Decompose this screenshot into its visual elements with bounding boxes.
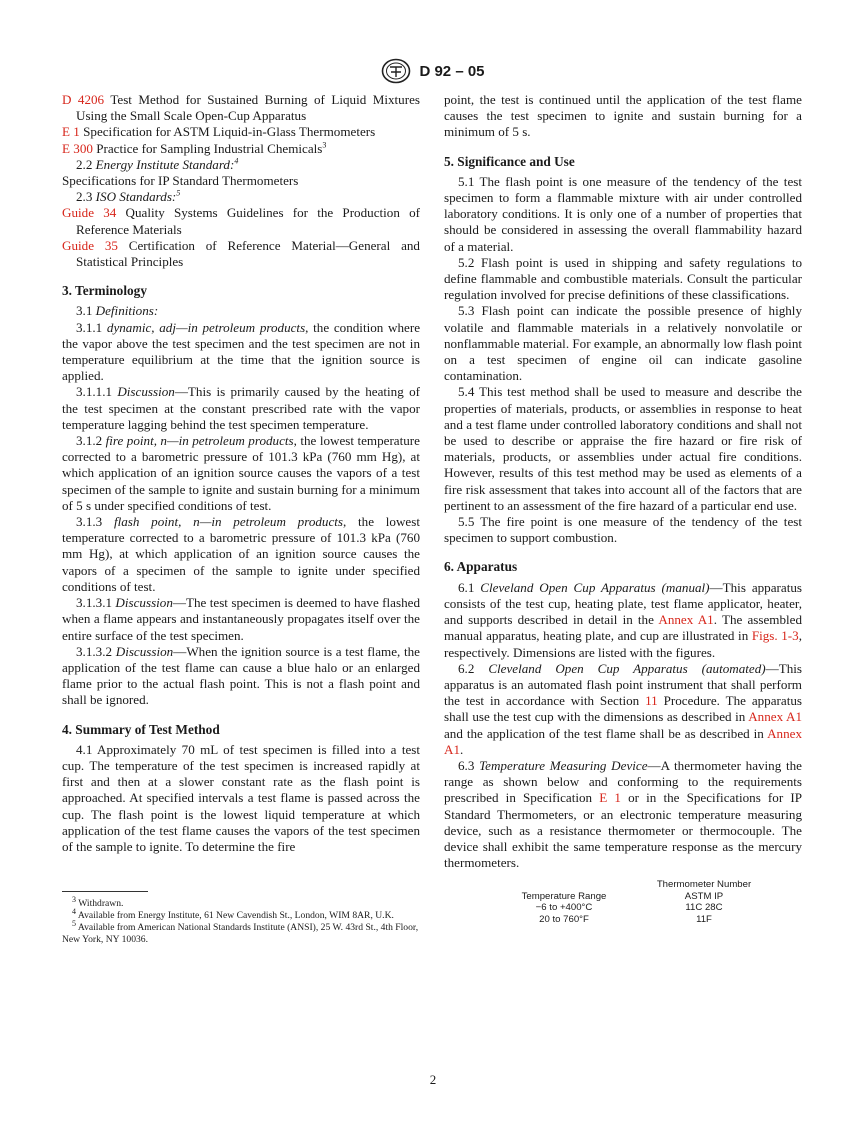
- table-cell-range: −6 to +400°C: [535, 902, 593, 914]
- para-text: —This apparatus is an automated flash point instrument that shall perform the test in accordance with Section: [444, 660, 802, 709]
- reference-title: Quality Systems Guidelines for the Production of Reference Materials: [76, 205, 420, 237]
- section-5-heading: 5. Significance and Use: [444, 153, 575, 169]
- para-text: , respectively. Dimensions are listed with the figures.: [444, 628, 802, 660]
- footnote-marker: 4: [234, 156, 239, 166]
- footnote-text: Available from Energy Institute, 61 New Cavendish St., London, WIM 8AR, U.K.: [77, 910, 394, 922]
- section-number: 3.1.3.2: [76, 643, 113, 659]
- para-3-1-3: [62, 514, 420, 595]
- section-number: 3.1.3.1: [76, 595, 113, 611]
- para-text: or in the Specifications for IP Standard Thermometers, or an electronic temperature measuring device, such as a resistance thermometer or thermocouple. The device shall exhibit the same temperature response as the mercury thermometers.: [444, 790, 802, 871]
- footnote-divider: [62, 891, 148, 892]
- para-text: . The assembled manual apparatus, heating plate, and cup are illustrated in: [444, 612, 803, 644]
- defined-term: fire point: [105, 433, 154, 449]
- section-2-3: [62, 189, 420, 205]
- section-title: ISO Standards:: [95, 189, 177, 205]
- reference-guide-34: [62, 205, 420, 237]
- section-number: 3.1.2: [76, 433, 103, 449]
- section-number: 3.1.1.1: [76, 384, 113, 400]
- section-title: Cleveland Open Cup Apparatus (automated): [488, 660, 766, 676]
- footnote-marker: 4: [72, 906, 76, 916]
- discussion-text: —This is primarily caused by the heating of the test specimen at the constant prescribed rate with the vapor temperature lagging behind the test specimen temperature.: [62, 384, 420, 432]
- para-5-4: 5.4 This test method shall be used to measure and describe the properties of materials, products, or assemblies in response to heat and a test flame under controlled laboratory conditions and shall not be used to describe or appraise the fire hazard or fire risk of materials, products, or assemblies under actual fire conditions. However, results of this test method may be used as elements of a fire risk assessment that takes into account all of the factors that are pertinent to an assessment of the fire hazard of a particular end use.: [444, 384, 802, 513]
- section-3-heading: 3. Terminology: [62, 283, 147, 299]
- e1-link[interactable]: E 1: [599, 790, 621, 806]
- annex-a1-link[interactable]: Annex A1: [748, 709, 802, 725]
- footnote-marker: 3: [72, 894, 76, 904]
- table-row: [484, 902, 764, 914]
- defined-term: flash point: [113, 514, 179, 530]
- discussion-label: Discussion: [115, 643, 174, 659]
- table-header-cell: Thermometer Number: [656, 879, 752, 891]
- footnote-marker: 5: [72, 918, 76, 928]
- para-text: —This apparatus consists of the test cup, heating plate, test flame applicator, heater, and supports described in detail in the: [444, 579, 802, 628]
- para-3-1-3-2: [62, 644, 420, 709]
- footnote-text: Withdrawn.: [78, 898, 124, 910]
- table-row: [484, 914, 764, 926]
- para-3-1-2: [62, 433, 420, 514]
- table-cell-empty: [484, 879, 644, 891]
- reference-title: Specification for ASTM Liquid-in-Glass Thermometers: [83, 124, 376, 140]
- footnote-text: Available from American National Standards Institute (ANSI), 25 W. 43rd St., 4th Floor, New York, NY 10036.: [62, 922, 419, 946]
- part-of-speech: , adj—: [151, 319, 188, 335]
- table-cell-number: 11C 28C: [685, 902, 723, 914]
- reference-guide-35: [62, 238, 420, 270]
- para-5-3: 5.3 Flash point can indicate the possible presence of highly volatile and flammable materials in a relatively nonvolatile or nonflammable material. For example, an abnormally low flash point on a test specimen of engine oil can indicate gasoline contamination.: [444, 303, 802, 384]
- section-number: 6.2: [458, 660, 475, 676]
- para-6-1: [444, 580, 802, 661]
- para-5-2: 5.2 Flash point is used in shipping and safety regulations to define flammable and combustible materials. Consult the particular regulation involved for precise definitions of these classifications.: [444, 254, 802, 303]
- section-2-2: [62, 157, 420, 173]
- definition-text: , the lowest temperature corrected to a barometric pressure of 101.3 kPa (760 mm Hg), at which application of an ignition source causes the vapors of a test specimen of the sample to ignite and sustain burning for a minimum of 5 s under specified conditions of test.: [62, 433, 420, 513]
- reference-title: Practice for Sampling Industrial Chemicals: [96, 140, 323, 156]
- part-of-speech: , n—: [178, 514, 212, 530]
- footnote: [62, 906, 420, 922]
- section-title: Definitions:: [95, 303, 159, 319]
- left-column: [62, 92, 420, 946]
- reference-code-link[interactable]: E 300: [62, 140, 93, 156]
- annex-a1-link[interactable]: Annex A1: [658, 612, 714, 628]
- definition-text: , the lowest temperature corrected to a barometric pressure of 101.3 kPa (760 mm Hg), at which application of an ignition source causes the vapors of a specimen of the sample to ignite under specified conditions of test.: [62, 514, 420, 594]
- para-text: and the application of the test flame shall be as described in: [444, 725, 768, 741]
- reference-title: Test Method for Sustained Burning of Liquid Mixtures Using the Small Scale Open-Cup Apparatus: [76, 92, 420, 124]
- annex-a1-link[interactable]: Annex A1: [444, 725, 802, 757]
- section-title: Energy Institute Standard:: [95, 156, 235, 172]
- footnote: [62, 894, 420, 910]
- table-cell-number: 11F: [696, 913, 712, 925]
- page-number: 2: [429, 1072, 437, 1087]
- para-4-1: 4.1 Approximately 70 mL of test specimen is filled into a test cup. The temperature of the test specimen is increased rapidly at first and then at a slower constant rate as the flash point is approached. At specified intervals a test flame is passed across the cup. The flash point is the lowest liquid temperature at which application of the test flame causes the vapors of the test specimen of the sample to ignite. To determine the fire: [62, 741, 420, 854]
- footnote-marker: 5: [176, 188, 181, 198]
- section-4-heading: 4. Summary of Test Method: [62, 721, 220, 737]
- table-cell-range: 20 to 760°F: [539, 913, 589, 925]
- table-header-cell: Temperature Range: [521, 890, 607, 902]
- para-3-1-3-1: [62, 595, 420, 644]
- para-3-1-1-1: [62, 384, 420, 433]
- section-number: 3.1.3: [76, 514, 103, 530]
- para-6-3: [444, 758, 802, 871]
- astm-logo-icon: [381, 58, 411, 84]
- para-3-1-1: [62, 320, 420, 385]
- reference-code-link[interactable]: Guide 34: [62, 205, 117, 221]
- section-11-link[interactable]: 11: [645, 693, 658, 709]
- para-6-2: [444, 661, 802, 758]
- para-text: —A thermometer having the range as shown below and conforming to the requirements prescribed in Specification: [444, 757, 802, 806]
- reference-title: Certification of Reference Material—General and Statistical Principles: [76, 237, 420, 270]
- discussion-label: Discussion: [117, 384, 175, 400]
- para-4-1-continued: point, the test is continued until the application of the test flame causes the test specimen to ignite and sustain burning for a minimum of 5 s.: [444, 92, 802, 140]
- section-6-heading: 6. Apparatus: [444, 559, 518, 575]
- section-number: 2.3: [76, 189, 93, 205]
- reference-code-link[interactable]: E 1: [62, 124, 80, 140]
- table-header-row-top: [484, 879, 764, 891]
- para-text: Procedure. The apparatus shall use the test cup with the dimensions as described in: [444, 693, 802, 725]
- footnote-marker: 3: [322, 140, 327, 150]
- definition-text: , the condition where the vapor above the test specimen and the test specimen are not in temperature equilibrium at the time that the ignition source is applied.: [62, 319, 421, 384]
- right-column: [444, 92, 802, 925]
- table-header-cell: ASTM IP: [684, 890, 724, 902]
- discussion-label: Discussion: [115, 595, 173, 611]
- thermometer-table: [484, 879, 764, 925]
- reference-code-link[interactable]: D 4206: [62, 92, 105, 107]
- term-context: in petroleum products: [187, 319, 306, 335]
- document-id: D 92 – 05: [419, 62, 485, 80]
- term-context: in petroleum products: [178, 433, 294, 449]
- part-of-speech: , n—: [153, 433, 179, 449]
- reference-code-link[interactable]: Guide 35: [62, 237, 118, 253]
- footnote: [62, 918, 420, 946]
- figures-link[interactable]: Figs. 1-3: [751, 628, 799, 644]
- section-title: Cleveland Open Cup Apparatus (manual): [480, 579, 710, 595]
- reference-d4206: [62, 92, 420, 124]
- term-context: in petroleum products: [211, 514, 343, 530]
- table-header-row: [484, 891, 764, 903]
- reference-e300: [62, 141, 420, 157]
- para-5-1: 5.1 The flash point is one measure of the tendency of the test specimen to form a flammable mixture with air under controlled laboratory conditions. It is only one of a number of properties that should be considered in assessing the overall flammability hazard of a material.: [444, 173, 802, 254]
- section-number: 3.1: [76, 303, 93, 319]
- section-number: 6.1: [458, 579, 475, 595]
- section-number: 3.1.1: [76, 319, 103, 335]
- reference-e1: [62, 124, 420, 140]
- para-3-1: [62, 303, 420, 319]
- ip-specification: Specifications for IP Standard Thermometers: [62, 173, 299, 189]
- section-number: 2.2: [76, 156, 93, 172]
- discussion-text: —The test specimen is deemed to have flashed when a flame appears and instantaneously propagates itself over the entire surface of the test specimen.: [62, 595, 420, 643]
- para-text: .: [460, 741, 464, 757]
- page-header: [0, 58, 866, 84]
- discussion-text: —When the ignition source is a test flame, the application of the test flame can cause a blue halo or an enlarged flame prior to the actual flash point. This is not a flash point and shall be ignored.: [62, 643, 420, 708]
- defined-term: dynamic: [106, 319, 152, 335]
- para-5-5: 5.5 The fire point is one measure of the tendency of the test specimen to support combustion.: [444, 514, 802, 546]
- section-number: 6.3: [458, 757, 475, 773]
- section-title: Temperature Measuring Device: [479, 757, 648, 773]
